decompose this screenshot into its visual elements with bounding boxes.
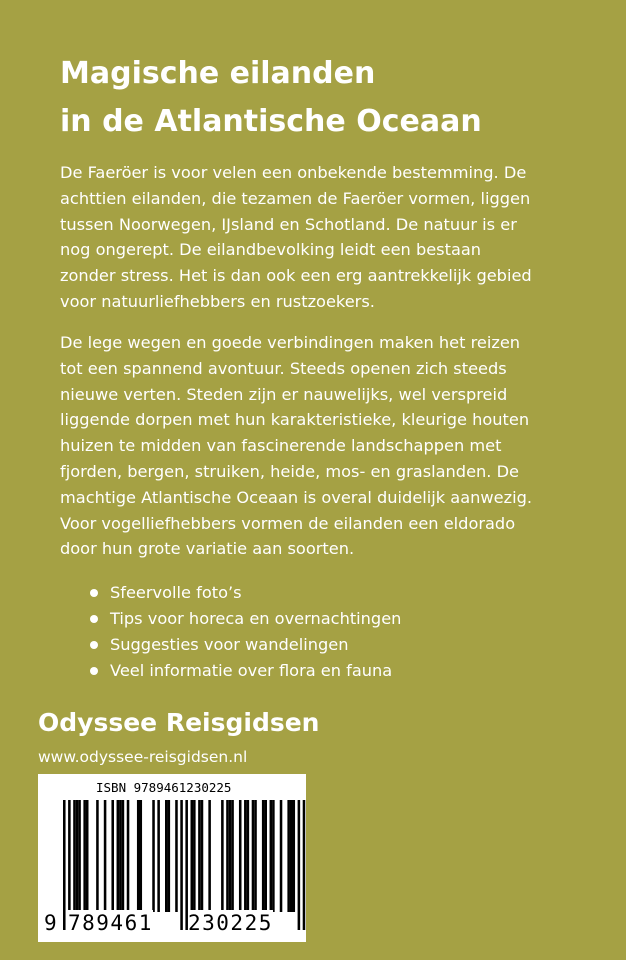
paragraph-line: Voor vogelliefhebbers vormen de eilanden een eldorado <box>60 513 516 533</box>
bullet-dot-icon <box>90 667 98 675</box>
paragraph-line: tussen Noorwegen, IJsland en Schotland. De natuur is er <box>60 214 517 234</box>
barcode-bar <box>262 800 265 912</box>
paragraph-line: fjorden, bergen, struiken, heide, mos- en graslanden. De <box>60 461 520 481</box>
barcode-bar <box>280 800 283 912</box>
feature-text: Sfeervolle foto’s <box>110 583 242 602</box>
paragraph-line: voor natuurliefhebbers en rustzoekers. <box>60 291 375 311</box>
barcode-bar <box>104 800 107 912</box>
barcode-bar <box>157 800 160 912</box>
barcode-bar <box>175 800 178 912</box>
barcode-bar <box>208 800 211 912</box>
ean-right-digits: 230225 <box>188 911 273 935</box>
barcode-bar <box>86 800 89 912</box>
barcode-bar <box>152 800 155 912</box>
barcode-bar <box>140 800 143 912</box>
ean-first-digit: 9 <box>44 911 57 935</box>
bullet-dot-icon <box>90 589 98 597</box>
paragraph-line: De Faeröer is voor velen een onbekende bestemming. De <box>60 163 527 182</box>
barcode-bar <box>252 800 255 912</box>
barcode-bar <box>287 800 290 912</box>
paragraph-line: nog ongerept. De eilandbevolking leidt een bestaan <box>60 240 482 260</box>
barcode-bar <box>83 800 86 912</box>
barcode-bar <box>201 800 204 912</box>
barcode-bar <box>293 800 296 912</box>
paragraph-line: achttien eilanden, die tezamen de Faeröer vormen, liggen <box>60 188 531 208</box>
ean-left-digits: 789461 <box>68 911 153 935</box>
barcode-bar <box>119 800 122 912</box>
barcode-bar <box>122 800 125 912</box>
barcode-bar <box>226 800 229 912</box>
barcode-bar <box>270 800 273 912</box>
barcode-bar <box>111 800 114 912</box>
feature-list-item <box>90 606 401 632</box>
barcode-bar <box>180 800 183 930</box>
barcode-bar <box>247 800 250 912</box>
barcode-bar <box>76 800 79 912</box>
paragraph-line: tot een spannend avontuur. Steeds openen zich steeds <box>60 358 507 378</box>
barcode-bar <box>290 800 293 912</box>
barcode-bar <box>78 800 81 912</box>
paragraph-line: De lege wegen en goede verbindingen maken het reizen <box>60 333 521 352</box>
barcode-bar <box>298 800 301 930</box>
barcode-bar <box>303 800 306 930</box>
bullet-dot-icon <box>90 615 98 623</box>
intro-paragraph <box>60 160 580 315</box>
isbn-label: ISBN 9789461230225 <box>96 780 232 795</box>
paragraph-line: liggende dorpen met hun karakteristieke, kleurige houten <box>60 410 530 430</box>
feature-list-item <box>90 580 401 606</box>
barcode-bar <box>198 800 201 912</box>
description-paragraph <box>60 330 580 562</box>
barcode-bar <box>193 800 196 912</box>
bullet-dot-icon <box>90 641 98 649</box>
barcode-bar <box>191 800 194 912</box>
title-line-1: Magische eilanden <box>60 56 376 91</box>
barcode-bar <box>221 800 224 912</box>
barcode-bar <box>254 800 257 912</box>
feature-list <box>90 580 401 684</box>
isbn-barcode <box>38 774 306 942</box>
cover-title <box>60 50 600 146</box>
feature-text: Tips voor horeca en overnachtingen <box>110 609 402 628</box>
barcode-bar <box>229 800 232 912</box>
publisher-name: Odyssee Reisgidsen <box>38 708 320 737</box>
paragraph-line: zonder stress. Het is dan ook een erg aantrekkelijk gebied <box>60 266 532 286</box>
barcode-bar <box>117 800 120 912</box>
barcode-bar <box>73 800 76 912</box>
barcode-bar <box>239 800 242 912</box>
feature-text: Veel informatie over flora en fauna <box>110 661 393 680</box>
paragraph-line: huizen te midden van fascinerende landschappen met <box>60 436 502 456</box>
feature-list-item <box>90 632 401 658</box>
barcode-bar <box>137 800 140 912</box>
feature-list-item <box>90 658 401 684</box>
paragraph-line: door hun grote variatie aan soorten. <box>60 539 355 559</box>
publisher-website: www.odyssee-reisgidsen.nl <box>38 748 248 766</box>
barcode-bar <box>244 800 247 912</box>
barcode-bar <box>165 800 168 912</box>
barcode-bar <box>264 800 267 912</box>
barcode-bar <box>96 800 99 912</box>
title-line-2: in de Atlantische Oceaan <box>60 104 482 139</box>
barcode-bar <box>231 800 234 912</box>
paragraph-line: nieuwe verten. Steden zijn er nauwelijks, wel verspreid <box>60 384 508 404</box>
barcode-bar <box>127 800 130 912</box>
barcode-bar <box>168 800 171 912</box>
barcode-bar <box>63 800 66 930</box>
paragraph-line: machtige Atlantische Oceaan is overal duidelijk aanwezig. <box>60 487 532 507</box>
barcode-bar <box>272 800 275 912</box>
feature-text: Suggesties voor wandelingen <box>110 635 349 654</box>
